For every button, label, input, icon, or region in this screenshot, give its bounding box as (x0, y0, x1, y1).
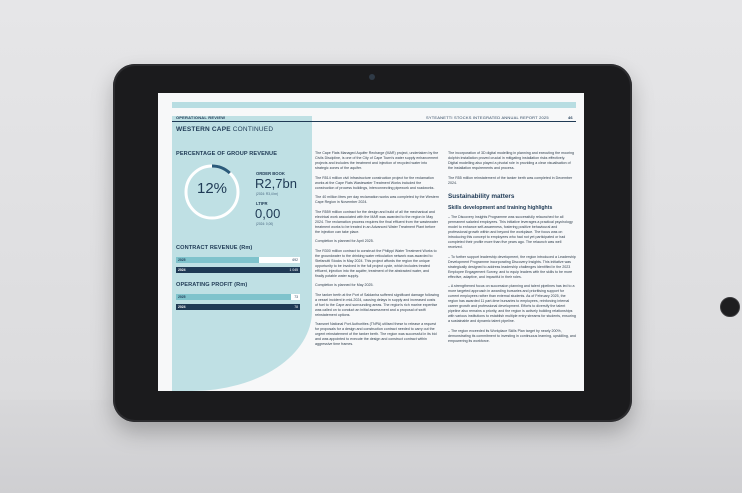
operating-profit-bar-2024 (176, 304, 300, 310)
contract-revenue-fill-2024 (176, 267, 300, 273)
kpi-panel (172, 116, 312, 391)
ltifr-value: 0,00 (255, 206, 281, 221)
bullet-text: To further support leadership development, the region introduced a Leadership Development Programme incorporating Discovery Insights. This initiative was strategically designed to address leadership challenges identified in the 2023 Employee Engagement Survey, and to equip leaders with the skills to be more effective, adaptive, and impactful in their roles. (448, 254, 576, 279)
paragraph: The R300 million contract to construct the Philippi Water Treatment Works to the groundwater to the drinking water reticulation network was awarded to Stefanutti Stocks in May 2024. This project affords the region the unique opportunity to be involved in the full project cycle, which includes treated effluent, injection into the aquifer, treatment of the abstracted water, and finally potable water supply. (315, 248, 437, 278)
right-text-column-intro (448, 151, 576, 190)
bar-year: 2025 (178, 294, 186, 299)
bullet-text: A strengthened focus on succession planning and talent pipelines has led to a more targeted approach in awarding bursaries and prioritising support for current employees rather than external students. As of February 2025, the region has awarded 11 part-time bursaries to employees, reinforcing internal career growth and professional development. Efforts to diversify the talent pipeline also remains a priority, and the region is actively building relationships with various institutions to establish multiple entry streams for students, ensuring a sustainable and dynamic talent pipeline. (448, 284, 576, 323)
paragraph: The R55 million reinstatement of the tanker berth was completed in December 2024. (448, 175, 573, 185)
camera-icon (369, 74, 375, 80)
page-title-main: WESTERN CAPE (176, 126, 231, 133)
bullet-text: The Discovery Insights Programme was successfully relaunched for all permanent salaried employees. This initiative leverages a practical psychology model to enhance self-awareness, fostering positive behavioural and professional growth within and beyond the workplace. The focus was on introducing this concept to employees who had not yet participated or had completed their profile more than five years ago. The relaunch was well received. (448, 215, 573, 249)
middle-text-column (315, 151, 439, 352)
operating-profit-title: OPERATING PROFIT (Rm) (176, 282, 248, 288)
paragraph: The R559 million contract for the design and build of all the mechanical and electrical work associated with the MAR was awarded to the region in May 2024. The reclamation process requires the final effluent from the wastewater treatment works to be treated in an Advanced Water Treatment Plant before the injection can take place. (315, 209, 438, 234)
home-button[interactable] (720, 297, 740, 317)
sustainability-heading: Sustainability matters (448, 193, 515, 200)
bar-value: 73 (294, 294, 298, 299)
operating-profit-bar-2025 (176, 294, 300, 300)
bullet-text: The region exceeded its Workplace Skills Plan target by nearly 200%, demonstrating its commitment to investing in continuous learning, upskilling, and empowering its workforce. (448, 328, 576, 343)
paragraph: The incorporation of 3D digital modelling in planning and executing the mooring dolphin installation proved crucial in mitigating installation risks effectively. Digital modelling also played a pivotal role in providing a clear visualisation of the installation requirements and process. (448, 151, 575, 170)
operating-profit-fill-2025 (176, 294, 291, 300)
paragraph: Completion is planned for April 2025. (315, 239, 374, 243)
contract-revenue-title: CONTRACT REVENUE (Rm) (176, 245, 253, 251)
bar-value: 1 045 (289, 267, 298, 272)
pct-group-revenue-label: PERCENTAGE OF GROUP REVENUE (176, 151, 278, 157)
report-label: SYTEANETTI STOCKS INTEGRATED ANNUAL REPORT 2025 (426, 115, 549, 120)
bar-value: 692 (292, 257, 298, 262)
paragraph: The Cape Flats Managed Aquifer Recharge (MAR) project, undertaken by the Civils Discipline, is one of the City of Cape Town's water supply enhancement projects and includes the treatment and injection of recycled water into strategic zones of the aquifer. (315, 151, 439, 170)
header-divider (172, 121, 576, 122)
paragraph: The tanker berth at the Port of Saldanha suffered significant damage following a vessel incident in mid-2024, causing delays in supply and increased costs of fuel to the Cape and surrounding areas. The region's rich marine expertise was called on to conduct an initial assessment and a proposal of swift reinstatement options. (315, 292, 439, 317)
section-label: OPERATIONAL REVIEW (176, 115, 226, 120)
contract-revenue-fill-2025 (176, 257, 259, 263)
page-number: 46 (568, 115, 573, 120)
order-book-value: R2,7bn (255, 176, 297, 191)
paragraph: Transnet National Port Authorities (TNPA) utilised these to release a request for proposals for a design and construction contract needed to carry out the urgent reinstatement of the tanker berth. The region was successful in its bid and was appointed to execute the design and construct contract within aggressive time frames. (315, 322, 437, 346)
bar-year: 2024 (178, 267, 186, 272)
page-title-continued: CONTINUED (232, 126, 274, 133)
ltifr-label: LTIFR (256, 201, 268, 206)
bar-value: 78 (294, 304, 298, 309)
bar-year: 2025 (178, 257, 186, 262)
right-text-column-bullets (448, 215, 576, 348)
paragraph: The R514 million civil infrastructure construction project for the reclamation works at the Cape Flats Wastewater Treatment Works included the construction of process buildings, interconnecting pipework and roadworks. (315, 175, 435, 190)
bullet-item: – To further support leadership development, the region introduced a Leadership Development Programme incorporating Discovery Insights. This initiative was strategically designed to address leadership challenges identified in the 2023 Employee Engagement Survey, and to equip leaders with the skills to be more effective, adaptive, and impactful in their roles. (448, 254, 576, 279)
paragraph: The 40 million litres per day reclamation works was completed by the Western Cape Region in November 2024. (315, 195, 439, 204)
tablet-screen (158, 93, 584, 391)
pct-group-revenue-value: 12% (196, 180, 228, 197)
bar-year: 2024 (178, 304, 186, 309)
order-book-sub: (2024: R3,4 bn) (256, 192, 279, 196)
bullet-item: – A strengthened focus on succession planning and talent pipelines has led to a more targeted approach in awarding bursaries and prioritising support for current employees rather than external students. As of February 2025, the region has awarded 11 part-time bursaries to employees, reinforcing internal career growth and professional development. Efforts to diversify the talent pipeline also remains a priority, and the region is actively building relationships with various institutions to establish multiple entry streams for students, ensuring a sustainable and dynamic talent pipeline. (448, 284, 576, 323)
page-title (176, 126, 273, 133)
top-accent-bar (172, 102, 576, 108)
ltifr-sub: (2024: 0,00) (256, 222, 274, 226)
bullet-item: – The region exceeded its Workplace Skills Plan target by nearly 200%, demonstrating its commitment to investing in continuous learning, upskilling, and empowering its workforce. (448, 328, 576, 343)
order-book-label: ORDER BOOK (256, 171, 285, 176)
skills-subheading: Skills development and training highlights (448, 205, 553, 211)
paragraph: Completion is planned for May 2025. (315, 283, 374, 287)
operating-profit-fill-2024 (176, 304, 300, 310)
contract-revenue-bar-2024 (176, 267, 300, 273)
contract-revenue-bar-2025 (176, 257, 300, 263)
bullet-item: – The Discovery Insights Programme was successfully relaunched for all permanent salaried employees. This initiative leverages a practical psychology model to enhance self-awareness, fostering positive behavioural and professional growth within and beyond the workplace. The focus was on introducing this concept to employees who had not yet participated or had completed their profile more than five years ago. The relaunch was well received. (448, 215, 573, 249)
